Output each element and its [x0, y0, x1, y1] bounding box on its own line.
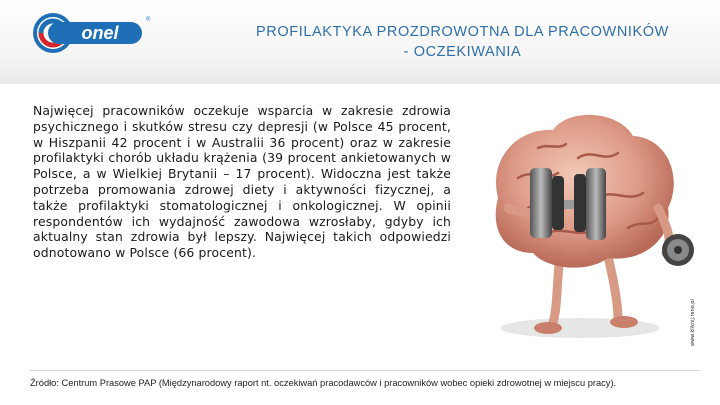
brain-dumbbell-illustration [468, 88, 700, 350]
title-line-1: PROFILAKTYKA PROZDROWOTNA DLA PRACOWNIKÓW [256, 24, 669, 40]
image-credit: www.kliknij.reno.pl [690, 299, 696, 346]
title-line-2: - OCZEKIWANIA [403, 44, 522, 60]
svg-text:®: ® [146, 17, 151, 23]
svg-text:onel: onel [81, 23, 119, 43]
body-paragraph: Najwięcej pracowników oczekuje wsparcia w zakresie zdrowia psychicznego i skutków stresu czy depresji (w Polsce 45 procent, w Hiszpanii 42 procent i w Australii 36 procent) oraz w zakresie profilaktyki chorób układu krążenia (39 procent ankietowanych w Polsce, a w Wielkiej Brytanii – 17 procent). Widoczna jest także potrzeba promowania zdrowej diety i aktywności fizycznej, a także profilaktyki stomatologicznej i onkologicznej. W opinii respondentów ich wydajność zawodowa wzrosłaby, gdyby ich aktualny stan zdrowia był lepszy. Najwięcej takich odpowiedzi odnotowano w Polsce (66 procent). [33, 103, 451, 261]
footer-divider [30, 370, 700, 371]
sonel-logo [28, 8, 153, 58]
source-note: Źródło: Centrum Prasowe PAP (Międzynarodowy raport nt. oczekiwań pracodawców i pracowników wobec opieki zdrowotnej w miejscu pracy). [30, 378, 617, 388]
slide-title [215, 22, 710, 62]
